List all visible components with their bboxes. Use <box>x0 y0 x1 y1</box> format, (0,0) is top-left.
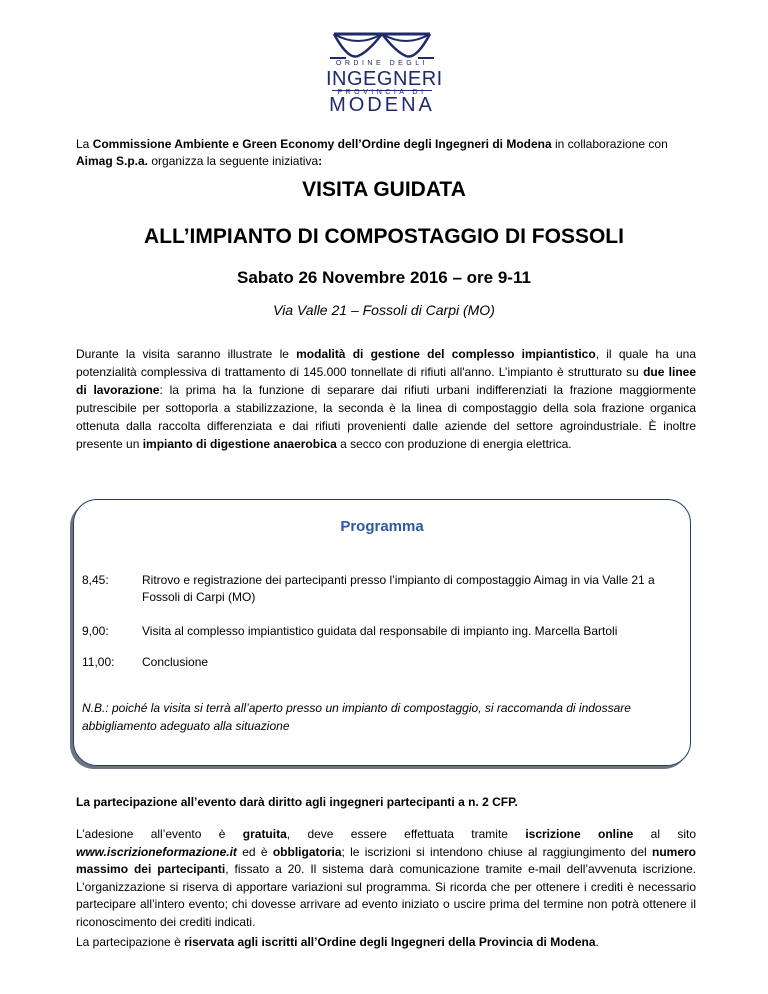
bridge-arches-icon <box>326 30 438 60</box>
intro-partner: Aimag S.p.a. <box>76 154 149 168</box>
intro-text: La <box>76 137 93 151</box>
ordine-ingegneri-logo <box>326 30 443 116</box>
description-text: a secco con produzione di energia elettrica. <box>336 437 572 451</box>
credits-statement: La partecipazione all’evento darà diritto agli ingegneri partecipanti a n. 2 CFP. <box>76 795 518 809</box>
adhesion-paragraph <box>76 826 696 931</box>
adhesion-text: , fissato a 20. Il sistema darà comunicazione tramite e-mail dell’avvenuta iscrizione. L’organizzazione si riserva di apportare variazioni sul programma. Si ricorda che per ottenere i crediti è necessario partecipare all’intero evento; chi dovesse arrivare ad evento iniziato o uscire prima del termine non potrà ottenere il riconoscimento dei crediti indicati. <box>76 862 697 929</box>
adhesion-text: L’adesione all’evento è <box>76 827 243 841</box>
event-date: Sabato 26 Novembre 2016 – ore 9-11 <box>237 268 531 287</box>
adhesion-text: al sito <box>633 827 697 841</box>
reserved-highlight: riservata agli iscritti all’Ordine degli Ingegneri della Provincia di Modena <box>184 935 596 949</box>
intro-text: organizza la seguente iniziativa <box>148 154 319 168</box>
description-highlight: modalità di gestione del complesso impiantistico <box>296 347 596 361</box>
reserved-statement <box>76 935 696 949</box>
program-box <box>73 499 691 766</box>
program-title: Programma <box>340 518 424 535</box>
adhesion-highlight: numero massimo dei partecipanti <box>76 844 696 876</box>
description-highlight: impianto di digestione anaerobica <box>142 437 337 451</box>
program-time: 8,45: <box>82 573 109 587</box>
program-description: Visita al complesso impiantistico guidata dal responsabile di impianto ing. Marcella Bartoli <box>142 624 618 638</box>
program-time: 11,00: <box>82 655 115 669</box>
logo-provincia-di: PROVINCIA DI <box>337 89 427 96</box>
intro-organization: Commissione Ambiente e Green Economy dell’Ordine degli Ingegneri di Modena <box>92 137 552 151</box>
adhesion-text: ed è <box>236 844 273 859</box>
adhesion-highlight: iscrizione online <box>525 827 634 841</box>
adhesion-text: ; le iscrizioni si intendono chiuse al raggiungimento del <box>341 844 652 859</box>
logo-ordine-degli: ORDINE DEGLI <box>335 60 429 67</box>
adhesion-highlight: obbligatoria <box>272 844 342 859</box>
registration-website: www.iscrizioneformazione.it <box>76 844 237 859</box>
page-title: VISITA GUIDATA <box>302 178 466 201</box>
program-time: 9,00: <box>82 624 109 638</box>
event-address: Via Valle 21 – Fossoli di Carpi (MO) <box>273 302 495 318</box>
description-highlight: due linee di lavorazione <box>76 365 696 397</box>
page-subtitle: ALL’IMPIANTO DI COMPOSTAGGIO DI FOSSOLI <box>144 225 624 248</box>
intro-colon: : <box>318 154 323 168</box>
intro-text: in collaborazione con <box>551 137 668 151</box>
intro-paragraph <box>76 136 696 170</box>
adhesion-highlight: gratuita <box>242 827 287 841</box>
description-text: Durante la visita saranno illustrate le <box>76 347 297 361</box>
program-description: Conclusione <box>142 655 209 669</box>
program-note: N.B.: poiché la visita si terrà all’aperto presso un impianto di compostaggio, si raccomanda di indossare abbigliamento adeguato alla situazione <box>82 701 631 733</box>
description-text: , il quale ha una potenzialità complessiva di trattamento di 145.000 tonnellate di rifiuti all'anno. L’impianto è strutturato su <box>76 347 697 379</box>
reserved-text: La partecipazione è <box>76 935 185 949</box>
description-paragraph <box>76 345 696 453</box>
program-description: Ritrovo e registrazione dei partecipanti presso l’impianto di compostaggio Aimag in via Valle 21 a Fossoli di Carpi (MO) <box>142 573 655 604</box>
reserved-text: . <box>595 935 599 949</box>
description-text: : la prima ha la funzione di separare dai rifiuti urbani indifferenziati la frazione maggiormente putrescibile per sottoporla a stabilizzazione, la seconda è la linea di compostaggio della sola frazione organica ottenuta dalla raccolta differenziata e dai rifiuti provenienti dalle aziende del settore agroindustriale. È inoltre presente un <box>76 383 696 451</box>
logo-modena: MODENA <box>329 94 435 116</box>
logo-ingegneri: INGEGNERI <box>326 68 443 90</box>
adhesion-text: , deve essere effettuata tramite <box>286 827 526 841</box>
